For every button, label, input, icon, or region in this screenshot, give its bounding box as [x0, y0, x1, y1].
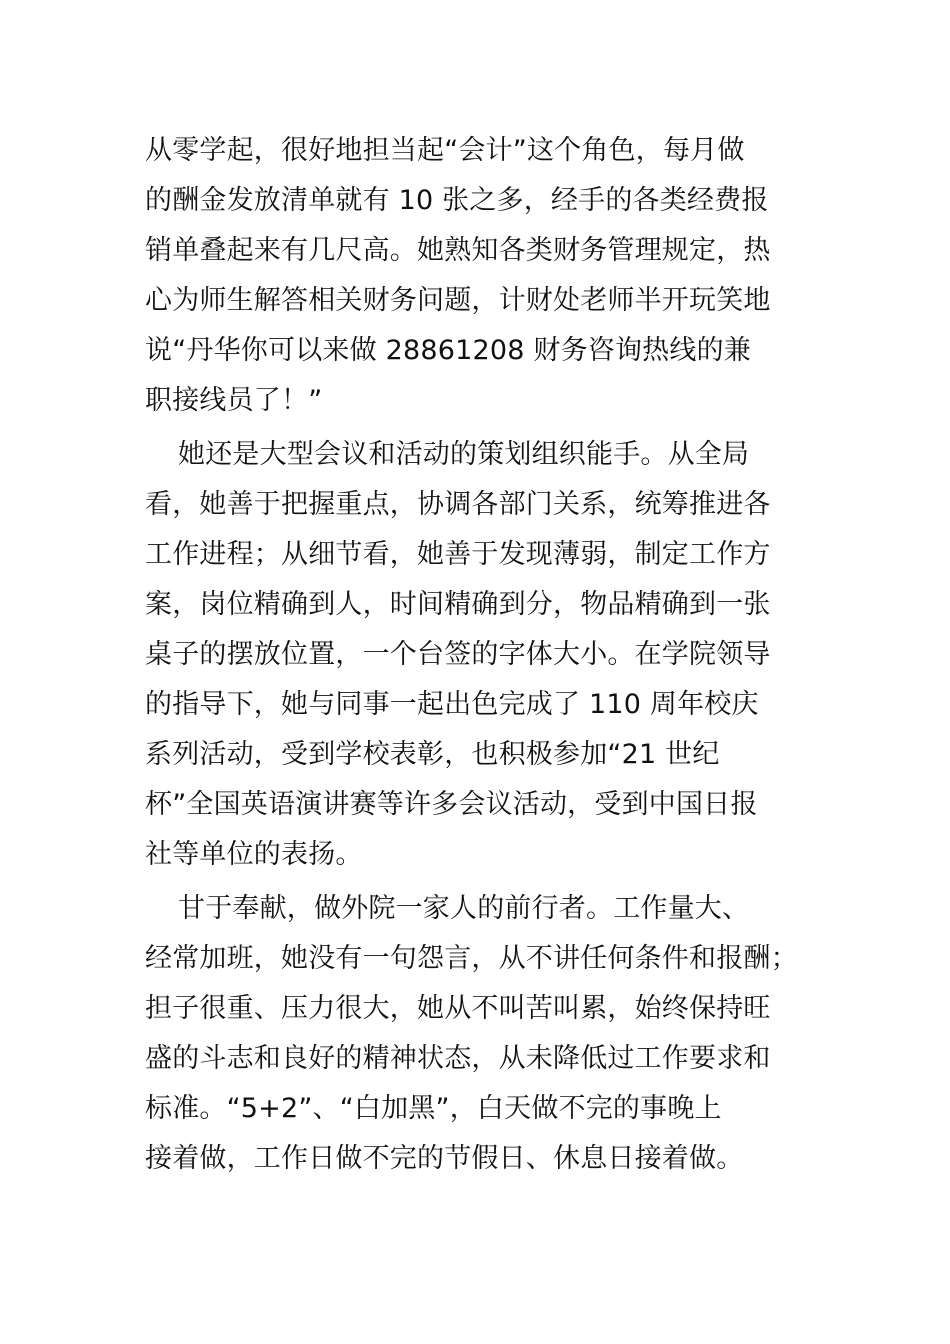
text-line: 接着做，工作日做不完的节假日、休息日接着做。	[145, 1143, 744, 1174]
text-line: 经常加班，她没有一句怨言，从不讲任何条件和报酬；	[145, 943, 798, 974]
text-line: 社等单位的表扬。	[145, 839, 363, 870]
text-line: 职接线员了！”	[145, 385, 323, 416]
text-line: 杯”全国英语演讲赛等许多会议活动，受到中国日报	[145, 789, 758, 820]
text-line: 标准。“5+2”、“白加黑”，白天做不完的事晚上	[145, 1093, 722, 1124]
text-line: 看，她善于把握重点，协调各部门关系，统筹推进各	[145, 489, 771, 520]
text-line: 案，岗位精确到人，时间精确到分，物品精确到一张	[145, 589, 771, 620]
text-line: 桌子的摆放位置，一个台签的字体大小。在学院领导	[145, 639, 771, 670]
text-line: 担子很重、压力很大，她从不叫苦叫累，始终保持旺	[145, 993, 771, 1024]
text-line: 工作进程；从细节看，她善于发现薄弱，制定工作方	[145, 539, 771, 570]
text-line: 的指导下，她与同事一起出色完成了 110 周年校庆	[145, 689, 759, 720]
paragraph-first-line: 甘于奉献，做外院一家人的前行者。工作量大、	[178, 893, 750, 924]
paragraph-first-line: 她还是大型会议和活动的策划组织能手。从全局	[178, 439, 750, 470]
text-line: 系列活动，受到学校表彰，也积极参加“21 世纪	[145, 739, 720, 770]
text-line: 从零学起，很好地担当起“会计”这个角色，每月做	[145, 135, 745, 166]
text-line: 心为师生解答相关财务问题，计财处老师半开玩笑地	[145, 285, 771, 316]
text-line: 说“丹华你可以来做 28861208 财务咨询热线的兼	[145, 335, 751, 366]
text-line: 盛的斗志和良好的精神状态，从未降低过工作要求和	[145, 1043, 771, 1074]
text-line: 销单叠起来有几尺高。她熟知各类财务管理规定，热	[145, 235, 771, 266]
text-line: 的酬金发放清单就有 10 张之多，经手的各类经费报	[145, 185, 769, 216]
